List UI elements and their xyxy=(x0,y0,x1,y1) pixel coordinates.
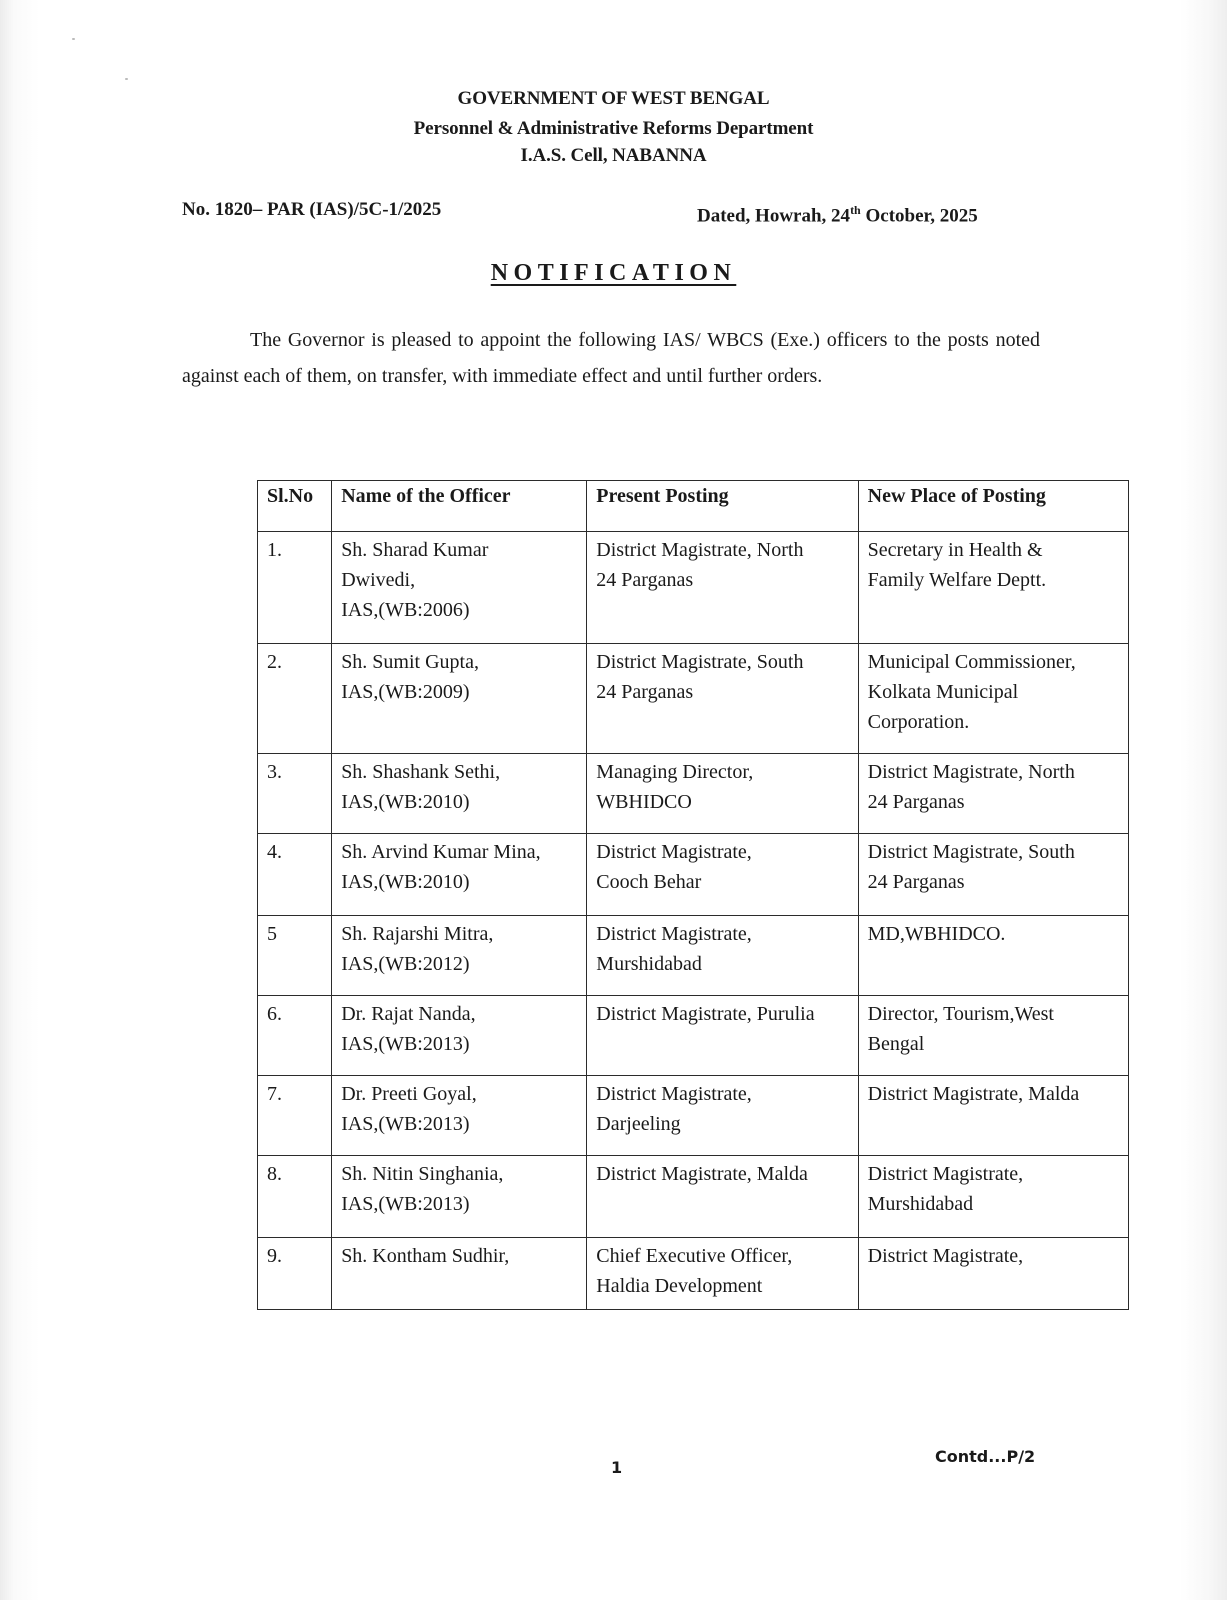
table-row xyxy=(258,1238,1129,1310)
cell-new-posting-line: District Magistrate, North xyxy=(867,761,1075,783)
cell-new-posting xyxy=(858,996,1128,1076)
table-body xyxy=(258,532,1129,1310)
dated-superscript: th xyxy=(850,203,861,217)
cell-officer-name-line: IAS,(WB:2010) xyxy=(341,791,470,813)
cell-officer-name-line: Sh. Nitin Singhania, xyxy=(341,1163,504,1185)
cell-officer-name-line: IAS,(WB:2009) xyxy=(341,681,470,703)
department-heading: Personnel & Administrative Reforms Department xyxy=(413,118,814,139)
cell-sl-no: 4. xyxy=(258,834,332,916)
cell-officer-name-line: Dr. Preeti Goyal, xyxy=(341,1083,477,1105)
cell-sl-no: 7. xyxy=(258,1076,332,1156)
cell-sl-no: 9. xyxy=(258,1238,332,1310)
table-row xyxy=(258,754,1129,834)
cell-present-posting xyxy=(587,834,858,916)
cell-present-posting xyxy=(587,1156,858,1238)
cell-officer-name-line: Sh. Shashank Sethi, xyxy=(341,761,501,783)
header-officer-name: Name of the Officer xyxy=(332,481,587,532)
header-new-posting: New Place of Posting xyxy=(858,481,1128,532)
cell-present-posting-line: District Magistrate, xyxy=(596,841,752,863)
table-row xyxy=(258,644,1129,754)
dated-prefix: Dated, Howrah, 24 xyxy=(697,205,851,227)
table-row xyxy=(258,996,1129,1076)
cell-officer-name xyxy=(332,532,587,644)
cell-new-posting xyxy=(858,1156,1128,1238)
cell-present-posting-line: Cooch Behar xyxy=(596,871,702,893)
cell-present-posting-line: District Magistrate, xyxy=(596,923,752,945)
cell-officer-name-line: Sh. Sharad Kumar xyxy=(341,539,489,561)
cell-new-posting-line: Kolkata Municipal xyxy=(867,681,1019,703)
cell-sl-no: 2. xyxy=(258,644,332,754)
table-row xyxy=(258,916,1129,996)
cell-new-posting xyxy=(858,532,1128,644)
cell-officer-name xyxy=(332,754,587,834)
cell-officer-name-line: IAS,(WB:2013) xyxy=(341,1113,470,1135)
cell-present-posting-line: District Magistrate, North xyxy=(596,539,804,561)
cell-officer-name xyxy=(332,834,587,916)
notification-title: NOTIFICATION xyxy=(490,260,737,286)
cell-sl-no: 8. xyxy=(258,1156,332,1238)
cell-present-posting xyxy=(587,644,858,754)
scan-speck xyxy=(72,38,75,40)
cell-officer-name xyxy=(332,996,587,1076)
cell-present-posting-line: District Magistrate, Purulia xyxy=(596,1003,815,1025)
cell-officer-name xyxy=(332,644,587,754)
scan-speck xyxy=(125,78,128,80)
reference-number: No. 1820– PAR (IAS)/5C-1/2025 xyxy=(182,199,442,220)
cell-officer-name-line: Sh. Sumit Gupta, xyxy=(341,651,479,673)
cell-officer-name-line: IAS,(WB:2013) xyxy=(341,1033,470,1055)
cell-new-posting-line: District Magistrate, South xyxy=(867,841,1075,863)
cell-officer-name xyxy=(332,1076,587,1156)
cell-new-posting xyxy=(858,834,1128,916)
cell-new-posting-line: 24 Parganas xyxy=(867,871,965,893)
cell-new-posting-line: Murshidabad xyxy=(867,1193,974,1215)
cell-present-posting-line: Managing Director, xyxy=(596,761,754,783)
cell-present-posting-line: District Magistrate, xyxy=(596,1083,752,1105)
cell-sl-no: 3. xyxy=(258,754,332,834)
cell-present-posting-line: District Magistrate, Malda xyxy=(596,1163,808,1185)
cell-officer-name-line: Dr. Rajat Nanda, xyxy=(341,1003,476,1025)
table-row xyxy=(258,834,1129,916)
dated-suffix: October, 2025 xyxy=(860,205,978,227)
cell-new-posting xyxy=(858,754,1128,834)
cell-present-posting-line: Darjeeling xyxy=(596,1113,681,1135)
body-text: The Governor is pleased to appoint the following IAS/ WBCS (Exe.) officers to the posts noted against each of them, on transfer, with immediate effect and until further orders. xyxy=(182,329,1040,387)
cell-heading: I.A.S. Cell, NABANNA xyxy=(520,145,707,166)
cell-officer-name-line: Dwivedi, xyxy=(341,569,416,591)
cell-officer-name-line: IAS,(WB:2006) xyxy=(341,599,470,621)
cell-new-posting xyxy=(858,1076,1128,1156)
cell-present-posting-line: Haldia Development xyxy=(596,1275,763,1297)
cell-new-posting xyxy=(858,1238,1128,1310)
cell-present-posting xyxy=(587,1076,858,1156)
cell-officer-name-line: IAS,(WB:2012) xyxy=(341,953,470,975)
cell-officer-name xyxy=(332,1156,587,1238)
cell-sl-no: 5 xyxy=(258,916,332,996)
cell-officer-name-line: Sh. Kontham Sudhir, xyxy=(341,1245,510,1267)
cell-officer-name-line: IAS,(WB:2013) xyxy=(341,1193,470,1215)
table-header-row xyxy=(258,481,1129,532)
cell-new-posting xyxy=(858,644,1128,754)
government-heading: GOVERNMENT OF WEST BENGAL xyxy=(457,88,770,109)
cell-new-posting-line: Family Welfare Deptt. xyxy=(867,569,1047,591)
cell-new-posting-line: Corporation. xyxy=(867,711,970,733)
table-row xyxy=(258,1076,1129,1156)
cell-new-posting-line: Director, Tourism,West xyxy=(867,1003,1054,1025)
cell-present-posting-line: 24 Parganas xyxy=(596,569,694,591)
posting-table xyxy=(257,480,1129,1310)
cell-new-posting-line: District Magistrate, xyxy=(867,1163,1024,1185)
cell-new-posting-line: Secretary in Health & xyxy=(867,539,1043,561)
cell-new-posting-line: MD,WBHIDCO. xyxy=(867,923,1006,945)
cell-present-posting xyxy=(587,754,858,834)
cell-new-posting-line: 24 Parganas xyxy=(867,791,965,813)
cell-present-posting-line: Murshidabad xyxy=(596,953,702,975)
page-number: 1 xyxy=(611,1458,623,1477)
cell-officer-name xyxy=(332,1238,587,1310)
cell-present-posting xyxy=(587,532,858,644)
cell-present-posting-line: Chief Executive Officer, xyxy=(596,1245,793,1267)
cell-present-posting-line: District Magistrate, South xyxy=(596,651,804,673)
dated-line xyxy=(697,203,978,227)
cell-present-posting-line: 24 Parganas xyxy=(596,681,694,703)
body-paragraph xyxy=(182,322,1040,394)
cell-officer-name-line: Sh. Rajarshi Mitra, xyxy=(341,923,494,945)
cell-new-posting-line: Bengal xyxy=(867,1033,925,1055)
cell-sl-no: 6. xyxy=(258,996,332,1076)
continued-note: Contd...P/2 xyxy=(935,1447,1036,1466)
header-present-posting: Present Posting xyxy=(587,481,858,532)
cell-new-posting xyxy=(858,916,1128,996)
cell-present-posting-line: WBHIDCO xyxy=(596,791,692,813)
table-row xyxy=(258,532,1129,644)
cell-new-posting-line: District Magistrate, xyxy=(867,1245,1024,1267)
cell-new-posting-line: District Magistrate, Malda xyxy=(867,1083,1080,1105)
header-sl-no: Sl.No xyxy=(258,481,332,532)
cell-present-posting xyxy=(587,996,858,1076)
cell-officer-name-line: Sh. Arvind Kumar Mina, xyxy=(341,841,541,863)
cell-officer-name xyxy=(332,916,587,996)
cell-officer-name-line: IAS,(WB:2010) xyxy=(341,871,470,893)
cell-present-posting xyxy=(587,916,858,996)
table-row xyxy=(258,1156,1129,1238)
cell-new-posting-line: Municipal Commissioner, xyxy=(867,651,1076,673)
cell-sl-no: 1. xyxy=(258,532,332,644)
cell-present-posting xyxy=(587,1238,858,1310)
notification-title-wrap xyxy=(0,260,1227,287)
